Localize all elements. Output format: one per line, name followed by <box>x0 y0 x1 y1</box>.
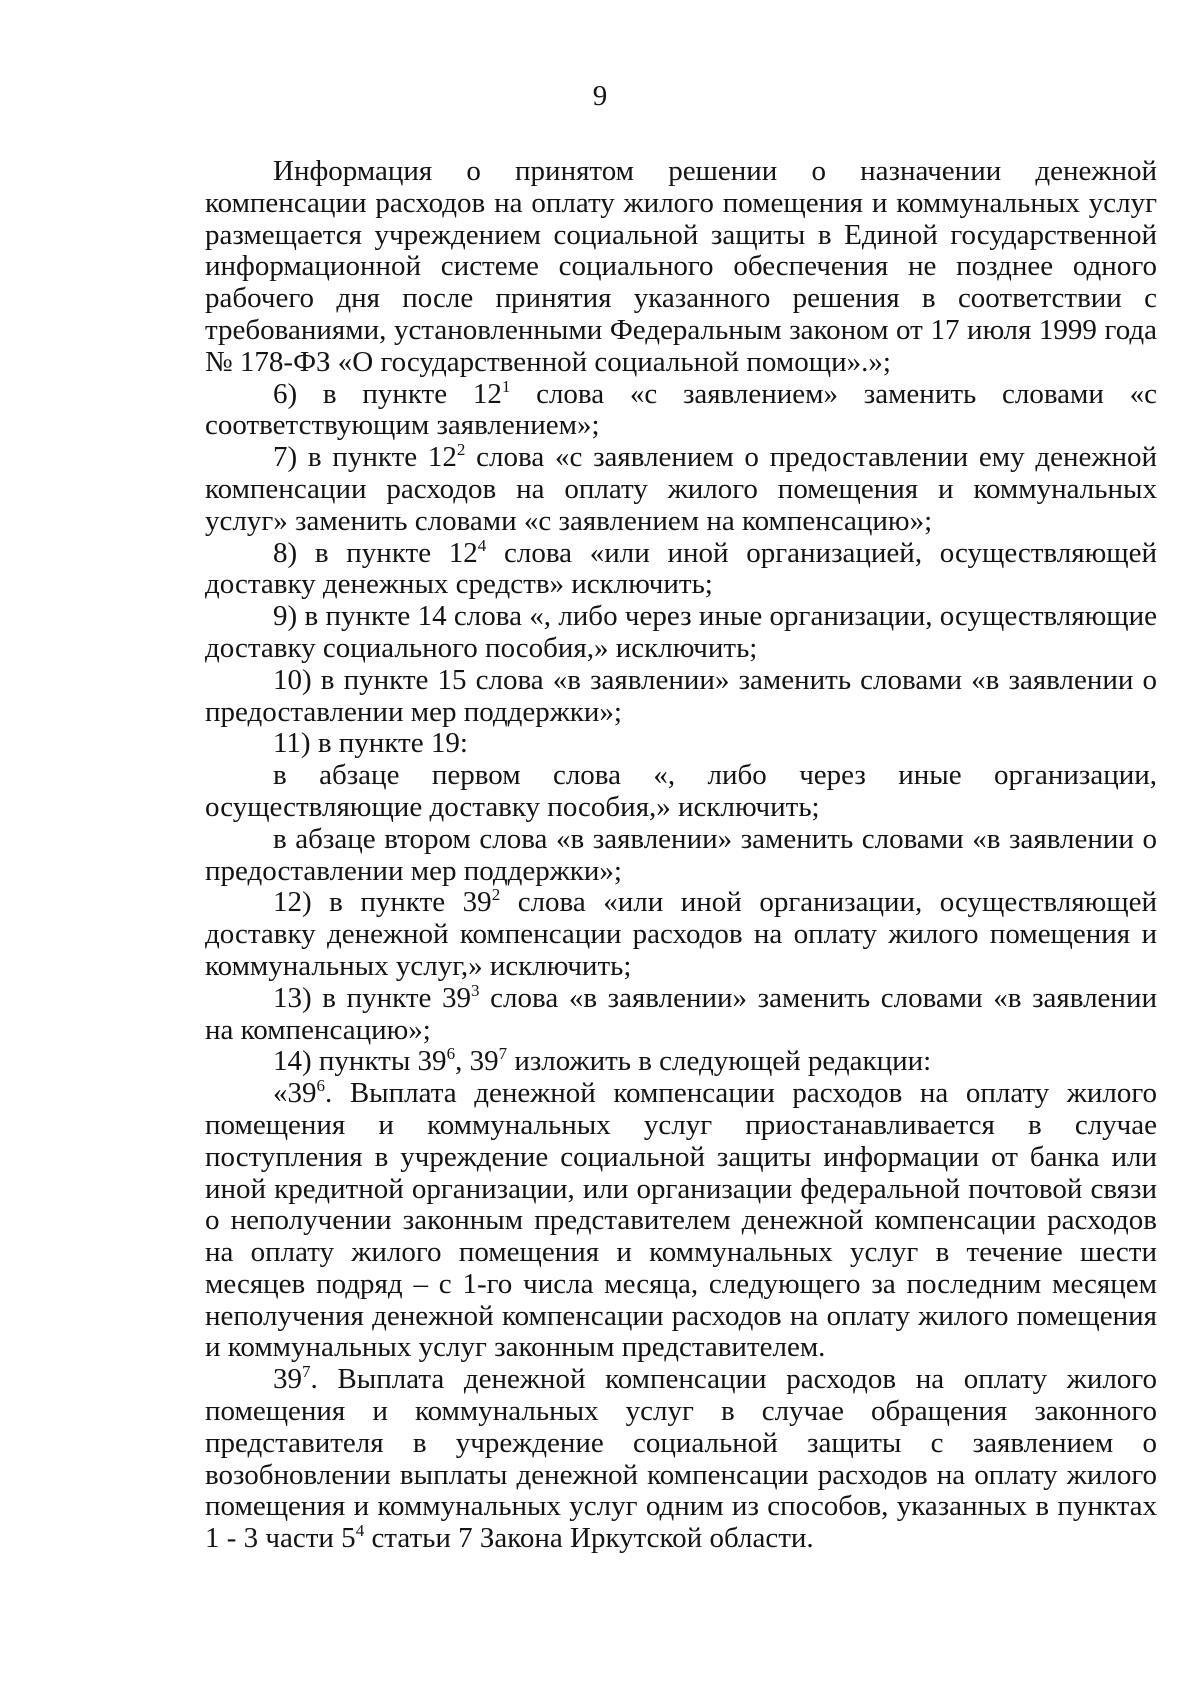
superscript: 4 <box>477 535 487 555</box>
superscript: 7 <box>302 1362 311 1382</box>
paragraph <box>205 376 1157 443</box>
superscript: 2 <box>456 440 466 460</box>
text-run: слова «с заявлением» заменить словами «с соответствующим заявлением»; <box>205 377 1157 442</box>
text-run: 39 <box>273 1363 302 1396</box>
superscript: 7 <box>498 1044 508 1064</box>
superscript: 1 <box>501 376 511 396</box>
text-run: изложить в следующей редакции: <box>507 1045 932 1078</box>
text-run: . Выплата денежной компенсации расходов на оплату жилого помещения и коммунальных услуг в случае обращения законного представителя в учреждение социальной защиты с заявлением о возобновлении выплаты денежной компенсации расходов на оплату жилого помещения и коммунальных услуг одним из способов, указанных в пунктах 1 - 3 части 5 <box>205 1363 1157 1555</box>
paragraph <box>205 442 1157 537</box>
paragraph <box>205 824 1157 888</box>
paragraph <box>205 1364 1157 1555</box>
superscript: 3 <box>471 980 480 1000</box>
superscript: 2 <box>491 885 501 905</box>
text-run: 10) в пункте 15 слова «в заявлении» заменить словами «в заявлении о предоставлении мер поддержки»; <box>205 663 1157 728</box>
text-run: в абзаце втором слова «в заявлении» заменить словами «в заявлении о предоставлении мер поддержки»; <box>205 822 1157 887</box>
paragraph <box>205 156 1157 379</box>
paragraph <box>205 665 1157 729</box>
paragraph <box>205 1078 1157 1364</box>
text-run: слова «или иной организацией, осуществляющей доставку денежных средств» исключить; <box>205 536 1157 601</box>
text-run: 7) в пункте 12 <box>273 441 457 474</box>
text-run: 14) пункты 39 <box>273 1045 447 1078</box>
superscript: 4 <box>355 1521 365 1541</box>
text-run: 9) в пункте 14 слова «, либо через иные организации, осуществляющие доставку социального пособия,» исключить; <box>205 600 1157 664</box>
text-run: 6) в пункте 12 <box>273 377 502 410</box>
paragraph <box>205 887 1157 982</box>
paragraph <box>205 1046 1157 1078</box>
text-run: слова «или иной организации, осуществляющей доставку денежной компенсации расходов на оплату жилого помещения и коммунальных услуг,» исключить; <box>205 886 1157 982</box>
text-run: 12) в пункте 39 <box>273 886 492 919</box>
paragraph <box>205 601 1157 665</box>
text-run: 11) в пункте 19: <box>273 727 468 760</box>
text-run: в абзаце первом слова «, либо через иные организации, осуществляющие доставку пособия,» исключить; <box>205 759 1157 823</box>
paragraph <box>205 728 1157 760</box>
paragraph <box>205 980 1157 1047</box>
text-run: слова «в заявлении» заменить словами «в заявлении на компенсацию»; <box>205 981 1157 1046</box>
text-run: «39 <box>273 1077 317 1110</box>
text-run: 13) в пункте 39 <box>273 981 472 1014</box>
document-body <box>205 156 1157 1555</box>
superscript: 6 <box>446 1044 456 1064</box>
paragraph <box>205 760 1157 824</box>
text-run: . Выплата денежной компенсации расходов на оплату жилого помещения и коммунальных услуг приостанавливается в случае поступления в учреждение социальной защиты информации от банка или иной кредитной организации, или организации федеральной почтовой связи о неполучении законным представителем денежной компенсации расходов на оплату жилого помещения и коммунальных услуг в течение шести месяцев подряд – с 1-го числа месяца, следующего за последним месяцем неполучения денежной компенсации расходов на оплату жилого помещения и коммунальных услуг законным представителем. <box>205 1077 1157 1364</box>
text-run: Информация о принятом решении о назначении денежной компенсации расходов на оплату жилого помещения и коммунальных услуг размещается учреждением социальной защиты в Единой государственной информационной системе социального обеспечения не позднее одного рабочего дня после принятия указанного решения в соответствии с требованиями, установленными Федеральным законом от 17 июля 1999 года № 178-ФЗ «О государственной социальной помощи».»; <box>205 155 1157 378</box>
paragraph <box>205 535 1157 602</box>
text-run: , 39 <box>455 1045 499 1078</box>
page-number: 9 <box>592 80 608 112</box>
text-run: 8) в пункте 12 <box>273 536 478 569</box>
superscript: 6 <box>316 1076 325 1096</box>
text-run: слова «с заявлением о предоставлении ему денежной компенсации расходов на оплату жилого помещения и коммунальных услуг» заменить словами «с заявлением на компенсацию»; <box>205 441 1157 537</box>
text-run: статьи 7 Закона Иркутской области. <box>364 1522 814 1555</box>
